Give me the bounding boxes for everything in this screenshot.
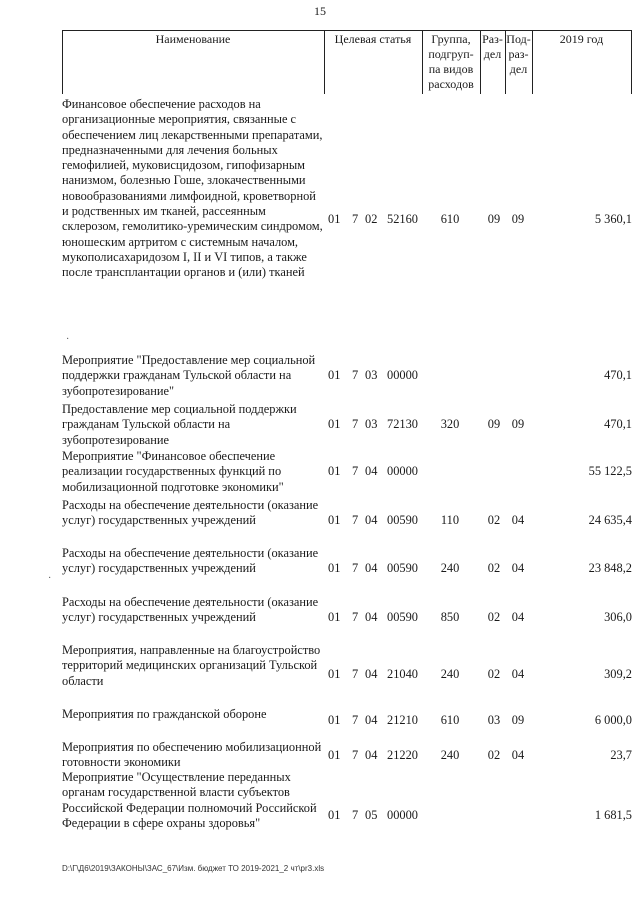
code-event: 04 [365, 561, 378, 575]
header-subsection-line: дел [509, 62, 528, 76]
table-row [62, 402, 632, 448]
code-program: 01 [328, 561, 341, 575]
code-subprogram: 7 [352, 667, 359, 681]
code-event: 04 [365, 667, 378, 681]
row-codes [62, 713, 632, 729]
code-direction: 21210 [387, 713, 418, 727]
header-year: 2019 год [559, 32, 604, 46]
code-program: 01 [328, 667, 341, 681]
amount: 55 122,5 [588, 464, 632, 478]
code-program: 01 [328, 808, 341, 822]
amount: 23 848,2 [588, 561, 632, 575]
table-row [62, 595, 632, 627]
expense-group: 610 [440, 212, 460, 226]
row-codes [62, 808, 632, 824]
code-event: 04 [365, 513, 378, 527]
code-direction: 72130 [387, 417, 418, 431]
row-name: Мероприятия, направленные на благоустройство территорий медицинских организаций Тульской области [62, 643, 321, 688]
code-direction: 00000 [387, 808, 418, 822]
table-row [62, 498, 632, 530]
row-codes [62, 368, 632, 384]
amount: 1 681,5 [594, 808, 632, 822]
section-code: 02 [487, 667, 501, 681]
code-event: 04 [365, 610, 378, 624]
expense-group: 240 [440, 748, 460, 762]
row-name: Финансовое обеспечение расходов на организационные мероприятия, связанные с обеспечением лиц лекарственными препаратами, предназначенными для лечения больных гемофилией, муковисцидозом, гипофизарным нанизмом, болезнью Гоше, злокачественными новообразованиями лимфоидной, кроветворной и родственных им тканей, рассеянным склерозом, гемолитико-уремическим синдромом, юношеским артритом с системным началом, мукополисахаридозом I, II и VI типов, а также после трансплантации органов и (или) тканей [62, 97, 323, 280]
code-program: 01 [328, 417, 341, 431]
code-subprogram: 7 [352, 561, 359, 575]
expense-group: 320 [440, 417, 460, 431]
code-program: 01 [328, 713, 341, 727]
row-name: Мероприятия по гражданской обороне [62, 707, 267, 721]
expense-group: 240 [440, 667, 460, 681]
code-event: 03 [365, 368, 378, 382]
code-program: 01 [328, 748, 341, 762]
row-codes [62, 610, 632, 626]
section-code: 09 [487, 212, 501, 226]
code-subprogram: 7 [352, 417, 359, 431]
expense-group: 110 [440, 513, 460, 527]
subsection-code: 09 [511, 212, 525, 226]
header-target: Целевая статья [334, 32, 412, 46]
amount: 6 000,0 [594, 713, 632, 727]
code-direction: 21220 [387, 748, 418, 762]
table-row [62, 643, 632, 691]
header-group-line: Группа, [431, 32, 471, 46]
row-codes [62, 417, 632, 433]
row-codes [62, 748, 632, 764]
section-code: 09 [487, 417, 501, 431]
section-code: 02 [487, 513, 501, 527]
row-name: Мероприятие "Осуществление переданных органам государственной власти субъектов Российской Федерации полномочий Российской Федерации в сфере охраны здоровья" [62, 770, 317, 830]
header-group-line: подгруп- [428, 47, 474, 61]
code-event: 02 [365, 212, 378, 226]
code-event: 03 [365, 417, 378, 431]
expense-group: 610 [440, 713, 460, 727]
table-header [62, 30, 632, 94]
amount: 5 360,1 [594, 212, 632, 226]
header-group-line: расходов [428, 77, 474, 91]
code-subprogram: 7 [352, 713, 359, 727]
code-program: 01 [328, 610, 341, 624]
code-event: 04 [365, 713, 378, 727]
header-subsection [505, 32, 532, 77]
row-name: Расходы на обеспечение деятельности (оказание услуг) государственных учреждений [62, 498, 319, 528]
scan-speck: · [48, 573, 52, 584]
code-direction: 00000 [387, 368, 418, 382]
header-subsection-line: Под- [506, 32, 531, 46]
code-direction: 00590 [387, 610, 418, 624]
header-section [480, 32, 505, 62]
row-codes [62, 667, 632, 683]
amount: 309,2 [604, 667, 632, 681]
table-row [62, 449, 632, 497]
scan-speck: · [66, 334, 70, 345]
code-subprogram: 7 [352, 368, 359, 382]
header-section-line: дел [483, 47, 502, 61]
section-code: 03 [487, 713, 501, 727]
subsection-code: 04 [511, 610, 525, 624]
section-code: 02 [487, 610, 501, 624]
code-direction: 00590 [387, 561, 418, 575]
code-event: 04 [365, 748, 378, 762]
row-codes [62, 561, 632, 577]
subsection-code: 04 [511, 561, 525, 575]
table-row [62, 546, 632, 578]
subsection-code: 09 [511, 417, 525, 431]
row-codes [62, 513, 632, 529]
expense-group: 240 [440, 561, 460, 575]
row-name: Мероприятия по обеспечению мобилизационной готовности экономики [62, 740, 322, 770]
code-subprogram: 7 [352, 513, 359, 527]
row-codes [62, 464, 632, 480]
table-row [62, 770, 632, 850]
code-direction: 21040 [387, 667, 418, 681]
header-top-border [62, 30, 632, 31]
code-subprogram: 7 [352, 464, 359, 478]
subsection-code: 04 [511, 667, 525, 681]
table-row [62, 740, 632, 772]
code-direction: 00590 [387, 513, 418, 527]
header-subsection-line: раз- [508, 47, 529, 61]
table-row [62, 353, 632, 401]
table-row [62, 707, 632, 731]
row-name: Расходы на обеспечение деятельности (оказание услуг) государственных учреждений [62, 595, 319, 625]
code-subprogram: 7 [352, 808, 359, 822]
header-section-line: Раз- [482, 32, 503, 46]
row-name: Мероприятие "Финансовое обеспечение реализации государственных функций по мобилизационной подготовке экономики" [62, 449, 284, 494]
row-name: Мероприятие "Предоставление мер социальной поддержки гражданам Тульской области на зубопротезирование" [62, 353, 316, 398]
subsection-code: 04 [511, 513, 525, 527]
expense-group: 850 [440, 610, 460, 624]
section-code: 02 [487, 748, 501, 762]
header-group [422, 32, 480, 92]
amount: 470,1 [604, 417, 632, 431]
row-name: Предоставление мер социальной поддержки гражданам Тульской области на зубопротезирование [62, 402, 297, 447]
row-name: Расходы на обеспечение деятельности (оказание услуг) государственных учреждений [62, 546, 319, 576]
code-program: 01 [328, 513, 341, 527]
code-program: 01 [328, 464, 341, 478]
amount: 24 635,4 [588, 513, 632, 527]
page-number: 15 [314, 4, 326, 18]
header-group-line: па видов [428, 62, 474, 76]
subsection-code: 04 [511, 748, 525, 762]
code-program: 01 [328, 368, 341, 382]
header-name: Наименование [155, 32, 231, 46]
file-path-footer: D:\Г\Д6\2019\ЗАКОНЫ\ЗАС_67\Изм. бюджет ТО 2019-2021_2 чт\pr3.xls [62, 864, 325, 873]
code-event: 05 [365, 808, 378, 822]
table-row [62, 97, 632, 311]
code-direction: 00000 [387, 464, 418, 478]
amount: 470,1 [604, 368, 632, 382]
code-subprogram: 7 [352, 212, 359, 226]
code-subprogram: 7 [352, 610, 359, 624]
code-subprogram: 7 [352, 748, 359, 762]
header-divider [631, 30, 632, 94]
row-codes [62, 212, 632, 228]
section-code: 02 [487, 561, 501, 575]
code-program: 01 [328, 212, 341, 226]
amount: 306,0 [604, 610, 632, 624]
code-direction: 52160 [387, 212, 418, 226]
code-event: 04 [365, 464, 378, 478]
subsection-code: 09 [511, 713, 525, 727]
amount: 23,7 [610, 748, 632, 762]
